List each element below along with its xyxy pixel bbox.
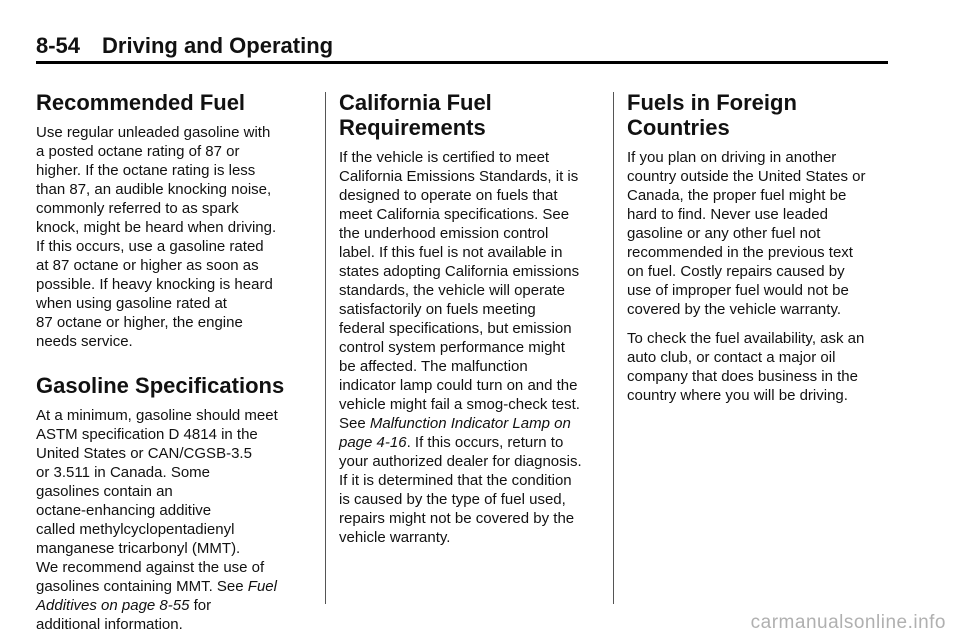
cross-reference-link[interactable]: Fuel Additives on page 8-55 bbox=[36, 578, 277, 614]
gasoline-specifications-paragraph bbox=[36, 406, 306, 634]
foreign-fuels-paragraph-2: To check the fuel availability, ask an auto club, or contact a major oil company that does business in the country where you will be driving. bbox=[627, 330, 865, 404]
column-right bbox=[627, 90, 889, 415]
paragraph-text: If the vehicle is certified to meet California Emissions Standards, it is designed to operate on fuels that meet California specifications. See the underhood emission control label. If this fuel is not available in states adopting California emissions standards, the vehicle will operate satisfactorily on fuels meeting federal specifications, but emission control system performance might be affected. The malfunction indicator lamp could turn on and the vehicle might fail a smog-check test. See bbox=[339, 149, 580, 432]
paragraph-text: At a minimum, gasoline should meet ASTM specification D 4814 in the United States or CAN/CGSB-3.5 or 3.511 in Canada. Some gasolines contain an octane-enhancing additive called methylcyclopentadienyl manganese tricarbonyl (MMT). We recommend against the use of gasolines containing MMT. See bbox=[36, 407, 278, 595]
foreign-fuels-paragraph-1: If you plan on driving in another country outside the United States or Canada, the proper fuel might be hard to find. Never use leaded gasoline or any other fuel not recommended in the previous text on fuel. Costly repairs caused by use of improper fuel would not be covered by the vehicle warranty. bbox=[627, 149, 866, 318]
column-divider bbox=[613, 92, 614, 604]
california-fuel-paragraph bbox=[339, 148, 601, 547]
watermark: carmanualsonline.info bbox=[750, 612, 946, 633]
section-heading-recommended-fuel: Recommended Fuel bbox=[36, 90, 246, 115]
page-number: 8-54 bbox=[36, 33, 81, 58]
column-divider bbox=[325, 92, 326, 604]
paragraph-text: . If this occurs, return to your authorized dealer for diagnosis. If it is determined that the condition is caused by the type of fuel used, repairs might not be covered by the vehicle warranty. bbox=[339, 434, 582, 546]
section-heading-california-fuel: California Fuel Requirements bbox=[339, 90, 492, 140]
page-header bbox=[36, 34, 888, 64]
column-middle bbox=[339, 90, 601, 557]
section-heading-gasoline-specifications: Gasoline Specifications bbox=[36, 373, 285, 398]
column-left bbox=[36, 90, 306, 644]
section-heading-foreign-fuels: Fuels in Foreign Countries bbox=[627, 90, 797, 140]
chapter-title: Driving and Operating bbox=[102, 33, 334, 58]
paragraph-text: for additional information. bbox=[36, 597, 212, 633]
cross-reference-link[interactable]: Malfunction Indicator Lamp on page 4-16 bbox=[339, 415, 571, 451]
recommended-fuel-paragraph: Use regular unleaded gasoline with a posted octane rating of 87 or higher. If the octane rating is less than 87, an audible knocking noise, commonly referred to as spark knock, might be heard when driving. If this occurs, use a gasoline rated at 87 octane or higher as soon as possible. If heavy knocking is heard when using gasoline rated at 87 octane or higher, the engine needs service. bbox=[36, 124, 277, 350]
